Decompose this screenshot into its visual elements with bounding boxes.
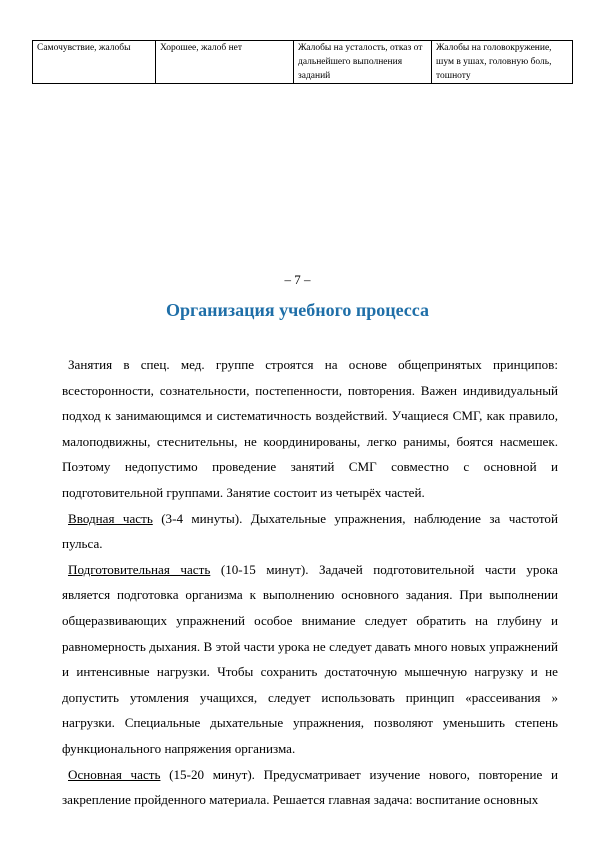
table-cell-wellbeing: Самочувствие, жалобы [33, 41, 156, 84]
assessment-table [32, 40, 573, 84]
main-part-label: Основная часть [68, 766, 161, 782]
body-text [62, 352, 558, 813]
paragraph-preparatory-part [62, 557, 558, 762]
intro-part-text: (3-4 минуты). Дыхательные упражнения, наблюдение за частотой пульса. [62, 510, 558, 552]
table-row [33, 41, 573, 84]
paragraph-intro: Занятия в спец. мед. группе строятся на основе общепринятых принципов: всесторонности, сознательности, постепенности, повторения. Важен индивидуальный подход к занимающимся и систематичность воздействий. Учащиеся СМГ, как правило, малоподвижны, стеснительны, не координированы, легко ранимы, боятся насмешек. Поэтому недопустимо проведение занятий СМГ совместно с основной и подготовительной группами. Занятие состоит из четырёх частей. [62, 357, 558, 500]
table-cell-dizziness: Жалобы на головокружение, шум в ушах, головную боль, тошноту [432, 41, 573, 84]
table-cell-good: Хорошее, жалоб нет [156, 41, 294, 84]
page-number: – 7 – [284, 272, 311, 287]
section-title: Организация учебного процесса [165, 300, 430, 320]
paragraph-main-part [62, 762, 558, 813]
paragraph-intro-part [62, 506, 558, 557]
table-cell-fatigue: Жалобы на усталость, отказ от дальнейшего выполнения заданий [294, 41, 432, 84]
main-part-text: (15-20 минут). Предусматривает изучение нового, повторение и закрепление пройденного материала. Решается главная задача: воспитание основных [62, 766, 558, 808]
preparatory-part-label: Подготовительная часть [68, 561, 211, 577]
intro-part-label: Вводная часть [68, 510, 153, 526]
preparatory-part-text: (10-15 минут). Задачей подготовительной части урока является подготовка организма к выполнению основного задания. При выполнении общеразвивающих упражнений особое внимание следует обратить на глубину и равномерность дыхания. В этой части урока не следует давать много новых упражнений и интенсивные нагрузки. Чтобы сохранить достаточную мышечную нагрузку и не допустить утомления учащихся, следует использовать принцип «рассеивания » нагрузки. Специальные дыхательные упражнения, позволяют уменьшить степень функционального напряжения организма. [62, 561, 558, 756]
